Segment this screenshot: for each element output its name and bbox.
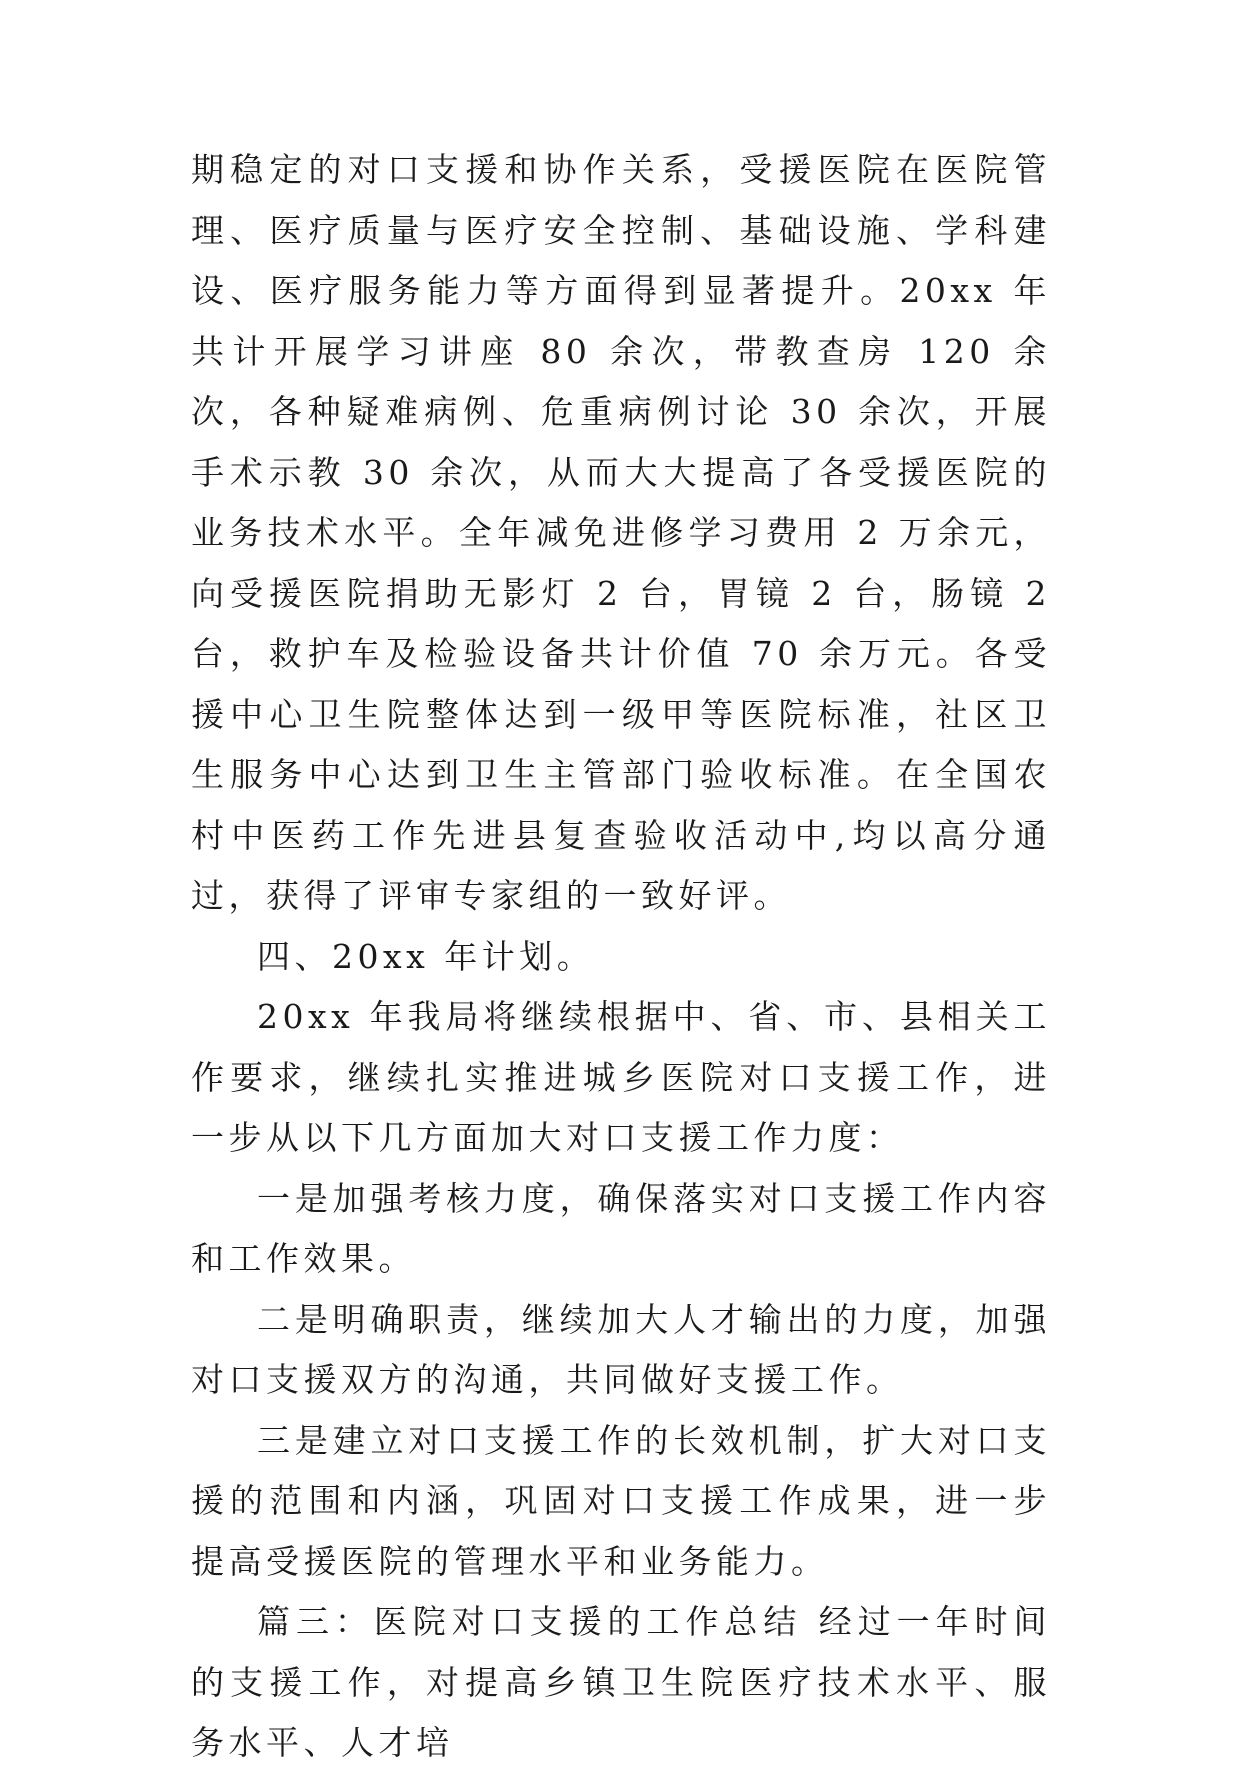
paragraph-plan-intro: 20xx 年我局将继续根据中、省、市、县相关工作要求，继续扎实推进城乡医院对口支援工作，进一步从以下几方面加大对口支援工作力度： (191, 997, 1051, 1157)
paragraph-plan-item-2: 二是明确职责，继续加大人才输出的力度，加强对口支援双方的沟通，共同做好支援工作。 (191, 1299, 1051, 1399)
document-body (191, 140, 1051, 1774)
section-heading-plan: 四、20xx 年计划。 (257, 936, 595, 976)
paragraph-support-results: 期稳定的对口支援和协作关系，受援医院在医院管理、医疗质量与医疗安全控制、基础设施、学科建设、医疗服务能力等方面得到显著提升。20xx 年共计开展学习讲座 80 余次，带教查房 120 余次，各种疑难病例、危重病例讨论 30 余次，开展手术示教 30 余次，从而大大提高了各受援医院的业务技术水平。全年减免进修学习费用 2 万余元，向受援医院捐助无影灯 2 台，胃镜 2 台，肠镜 2 台，救护车及检验设备共计价值 70 余万元。各受援中心卫生院整体达到一级甲等医院标准，社区卫生服务中心达到卫生主管部门验收标准。在全国农村中医药工作先进县复查验收活动中,均以高分通过，获得了评审专家组的一致好评。 (191, 150, 1051, 915)
paragraph-plan-item-3: 三是建立对口支援工作的长效机制，扩大对口支援的范围和内涵，巩固对口支援工作成果，进一步提高受援医院的管理水平和业务能力。 (191, 1420, 1051, 1581)
paragraph-part-three: 篇三：医院对口支援的工作总结 经过一年时间的支援工作，对提高乡镇卫生院医疗技术水平、服务水平、人才培 (191, 1602, 1051, 1762)
paragraph-plan-item-1: 一是加强考核力度，确保落实对口支援工作内容和工作效果。 (191, 1178, 1051, 1278)
